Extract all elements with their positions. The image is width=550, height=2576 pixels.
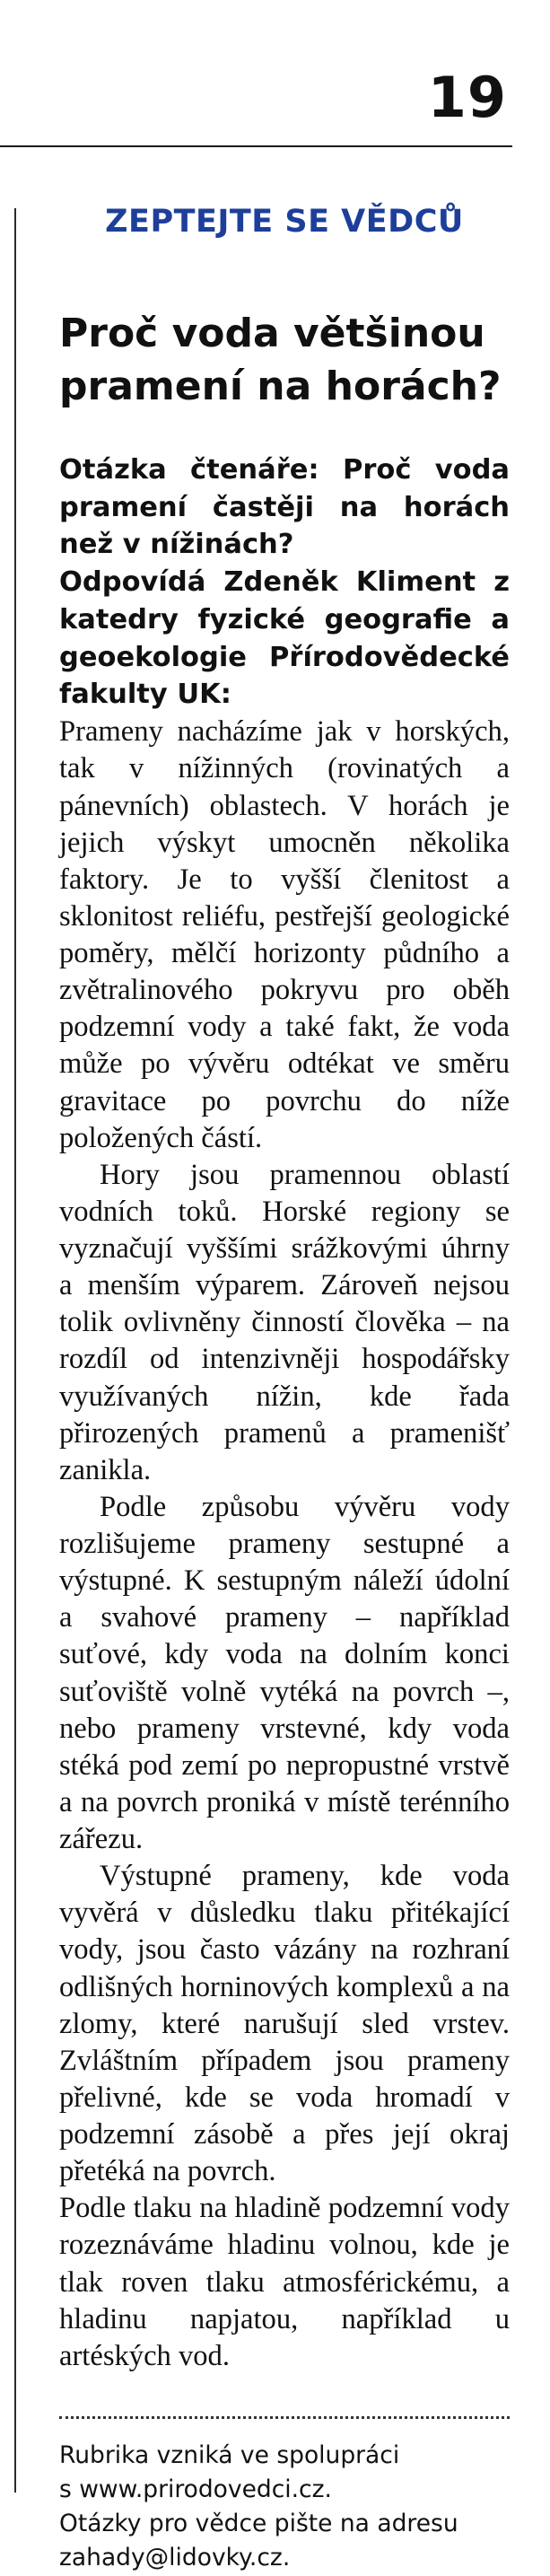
reader-question: Otázka čtenáře: Proč voda pramení častěji na horách než v nížinách? (59, 453, 510, 561)
paragraph-2: Hory jsou pramennou oblastí vodních toků. Horské regiony se vyznačují vyššími srážkovými úhrny a menším výparem. Zároveň nejsou tolik ovlivněny činností člověka – na rozdíl od intenzivněji hospodářsky využívaných nížin, kde řada přirozených pramenů a pramenišť zanikla. (59, 1158, 510, 1486)
footer-line-4: zahady@lidovky.cz. (59, 2544, 291, 2572)
footer-line-3: Otázky pro vědce pište na adresu (59, 2510, 458, 2538)
paragraph-5: Podle tlaku na hladině podzemní vody rozeznáváme hladinu volnou, kde je tlak roven tlaku atmosférickému, a hladinu napjatou, například u artéských vod. (59, 2192, 510, 2372)
rubric-title: ZEPTEJTE SE VĚDCŮ (105, 204, 464, 240)
answer-author: Odpovídá Zdeněk Kliment z katedry fyzické geografie a geoekologie Přírodovědecké fakulty UK: (59, 566, 510, 711)
paragraph-3: Podle způsobu vývěru vody rozlišujeme prameny sestupné a výstupné. K sestupným náleží údolní a svahové prameny – například suťové, kdy voda na dolním konci suťoviště volně vytéká na povrch –, nebo prameny vrstevné, kdy voda stéká pod zemí po nepropustné vrstvě a na povrch proniká v místě terénního zářezu. (59, 1490, 510, 1855)
page-number: 19 (427, 65, 507, 130)
footer-line-1: Rubrika vzniká ve spolupráci (59, 2440, 400, 2469)
paragraph-4: Výstupné prameny, kde voda vyvěrá v důsledku tlaku přitékající vody, jsou často vázány na rozhraní odlišných horninových komplexů a na zlomy, které narušují sled vrstev. Zvláštním případem jsou prameny přelivné, kde se voda hromadí v podzemní zásobě a přes její okraj přetéká na povrch. (59, 1860, 510, 2188)
article (59, 203, 510, 2576)
header-divider (0, 145, 512, 147)
footer-line-2: s www.prirodovedci.cz. (59, 2475, 332, 2504)
footer-divider (59, 2416, 510, 2419)
column-divider (14, 208, 16, 2493)
article-headline: Proč voda většinou pramení na horách? (59, 311, 502, 410)
rubric-footer (59, 2439, 510, 2576)
paragraph-1: Prameny nacházíme jak v horských, tak v nížinných (rovinatých a pánevních) oblastech. V horách je jejich výskyt umocněn několika faktory. Je to vyšší členitost a sklonitost reliéfu, pestřejší geologické poměry, mělčí horizonty půdního a zvětralinového pokryvu pro oběh podzemní vody a také fakt, že voda může po vývěru odtékat ve směru gravitace po povrchu do níže položených částí. (59, 715, 510, 1154)
